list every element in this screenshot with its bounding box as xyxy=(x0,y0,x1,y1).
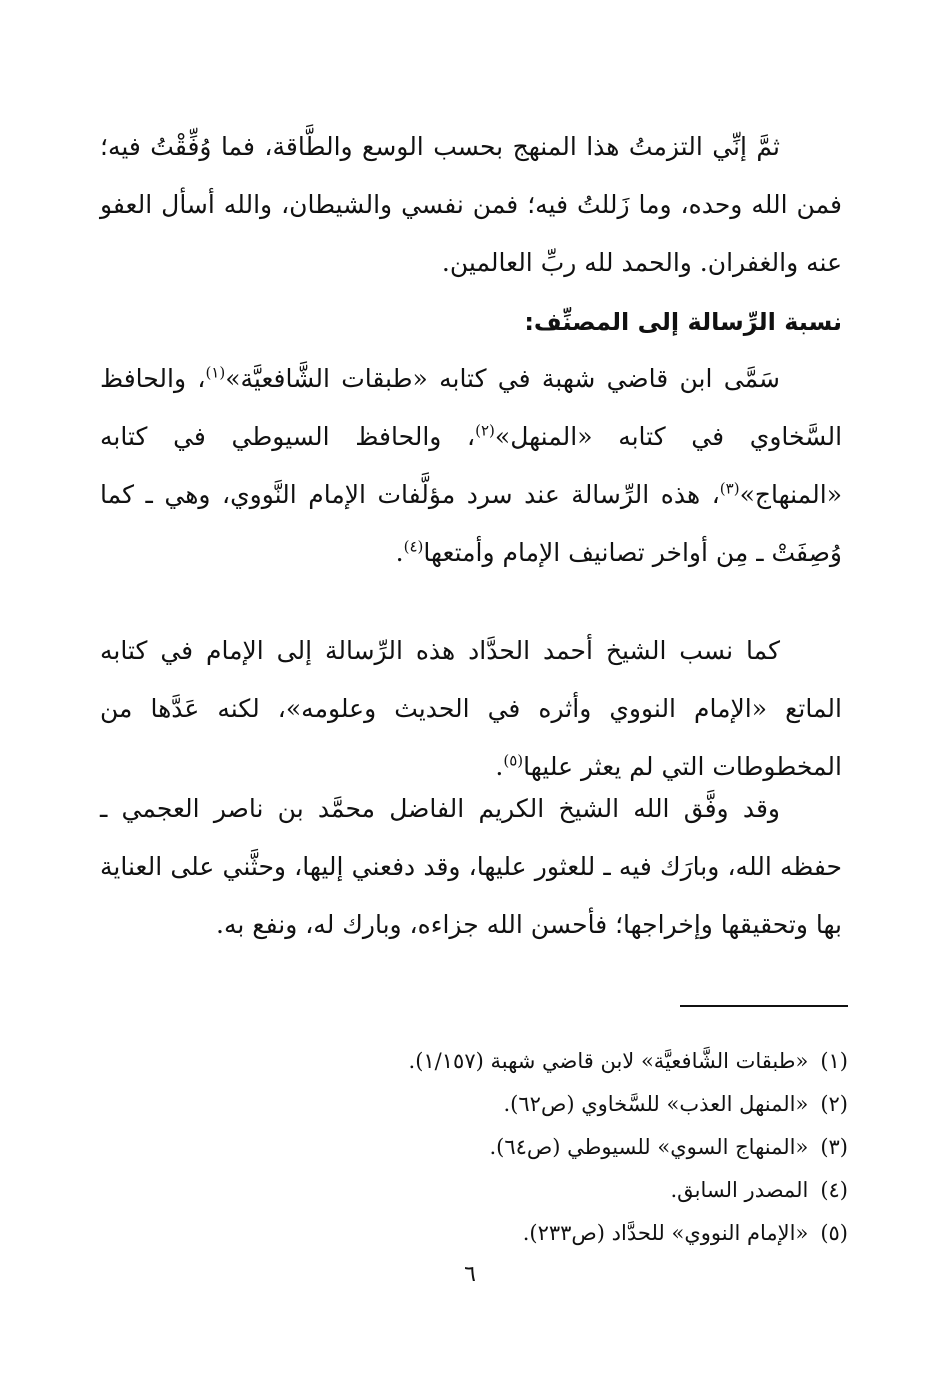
footnote-item xyxy=(360,1040,848,1083)
footnote-number: (٣) xyxy=(820,1135,848,1159)
footnotes-list xyxy=(360,1040,848,1255)
footnote-text: «طبقات الشَّافعيَّة» لابن قاضي شهبة (١/١٥٧). xyxy=(408,1049,809,1073)
footnote-text: «المنهل العذب» للسَّخاوي (ص٦٢). xyxy=(503,1092,809,1116)
attribution-text-4: ، هذه الرِّسالة عند سرد مؤلَّفات الإمام النَّووي، وهي ـ كما وُصِفَتْ ـ مِن أواخر تصانيف الإمام وأمتعها xyxy=(100,480,842,567)
footnote-item xyxy=(360,1083,848,1126)
footnote-text: المصدر السابق. xyxy=(670,1178,809,1202)
haddad-text-1: كما نسب الشيخ أحمد الحدَّاد هذه الرِّسالة إلى الإمام في كتابه الماتع «الإمام النووي وأثره في الحديث وعلومه»، لكنه عَدَّها من المخطوطات التي لم يعثر عليها xyxy=(100,636,842,781)
section-heading: نسبة الرِّسالة إلى المصنِّف: xyxy=(524,308,842,336)
footnote-ref-4: (٤) xyxy=(403,537,424,556)
page-number: ٦ xyxy=(464,1262,476,1287)
footnote-item xyxy=(360,1169,848,1212)
intro-paragraph: ثمَّ إنِّي التزمتُ هذا المنهج بحسب الوسع والطَّاقة، فما وُفِّقْتُ فيه؛ فمن الله وحده، وما زَللتُ فيه؛ فمن نفسي والشيطان، والله أسأل العفو عنه والغفران. والحمد لله ربِّ العالمين. xyxy=(100,132,842,277)
attribution-text-1: سَمَّى ابن قاضي شهبة في كتابه «طبقات الشَّافعيَّة» xyxy=(225,364,780,393)
acknowledgement-paragraph-block xyxy=(100,780,842,954)
haddad-paragraph-block xyxy=(100,622,842,796)
footnote-item xyxy=(360,1126,848,1169)
footnote-text: «المنهاج السوي» للسيوطي (ص٦٤). xyxy=(489,1135,809,1159)
attribution-paragraph-block xyxy=(100,350,842,582)
haddad-text-2: . xyxy=(495,752,504,781)
footnote-ref-1: (١) xyxy=(205,363,226,382)
footnote-ref-5: (٥) xyxy=(503,751,524,770)
footnote-number: (١) xyxy=(820,1049,848,1073)
footnote-text: «الإمام النووي» للحدَّاد (ص٢٣٣). xyxy=(522,1221,809,1245)
footnote-ref-2: (٢) xyxy=(475,421,495,440)
footnote-number: (٤) xyxy=(820,1178,848,1202)
attribution-text-5: . xyxy=(395,538,404,567)
footnote-ref-3: (٣) xyxy=(719,479,740,498)
intro-paragraph-block xyxy=(100,118,842,292)
footnote-item xyxy=(360,1212,848,1255)
footnote-number: (٢) xyxy=(820,1092,848,1116)
attribution-paragraph xyxy=(100,350,842,582)
acknowledgement-paragraph: وقد وفَّق الله الشيخ الكريم الفاضل محمَّد بن ناصر العجمي ـ حفظه الله، وبارَك فيه ـ للعثور عليها، وقد دفعني إليها، وحثَّني على العناية بها وتحقيقها وإخراجها؛ فأحسن الله جزاءه، وبارك له، ونفع به. xyxy=(100,794,842,939)
footnote-number: (٥) xyxy=(820,1221,848,1245)
haddad-paragraph xyxy=(100,622,842,796)
attribution-text-2: ، والحافظ السَّخاوي في كتابه «المنهل» xyxy=(100,364,843,451)
attribution-text-3: ، والحافظ السيوطي في كتابه «المنهاج» xyxy=(100,422,842,509)
footnote-separator xyxy=(680,1005,848,1007)
